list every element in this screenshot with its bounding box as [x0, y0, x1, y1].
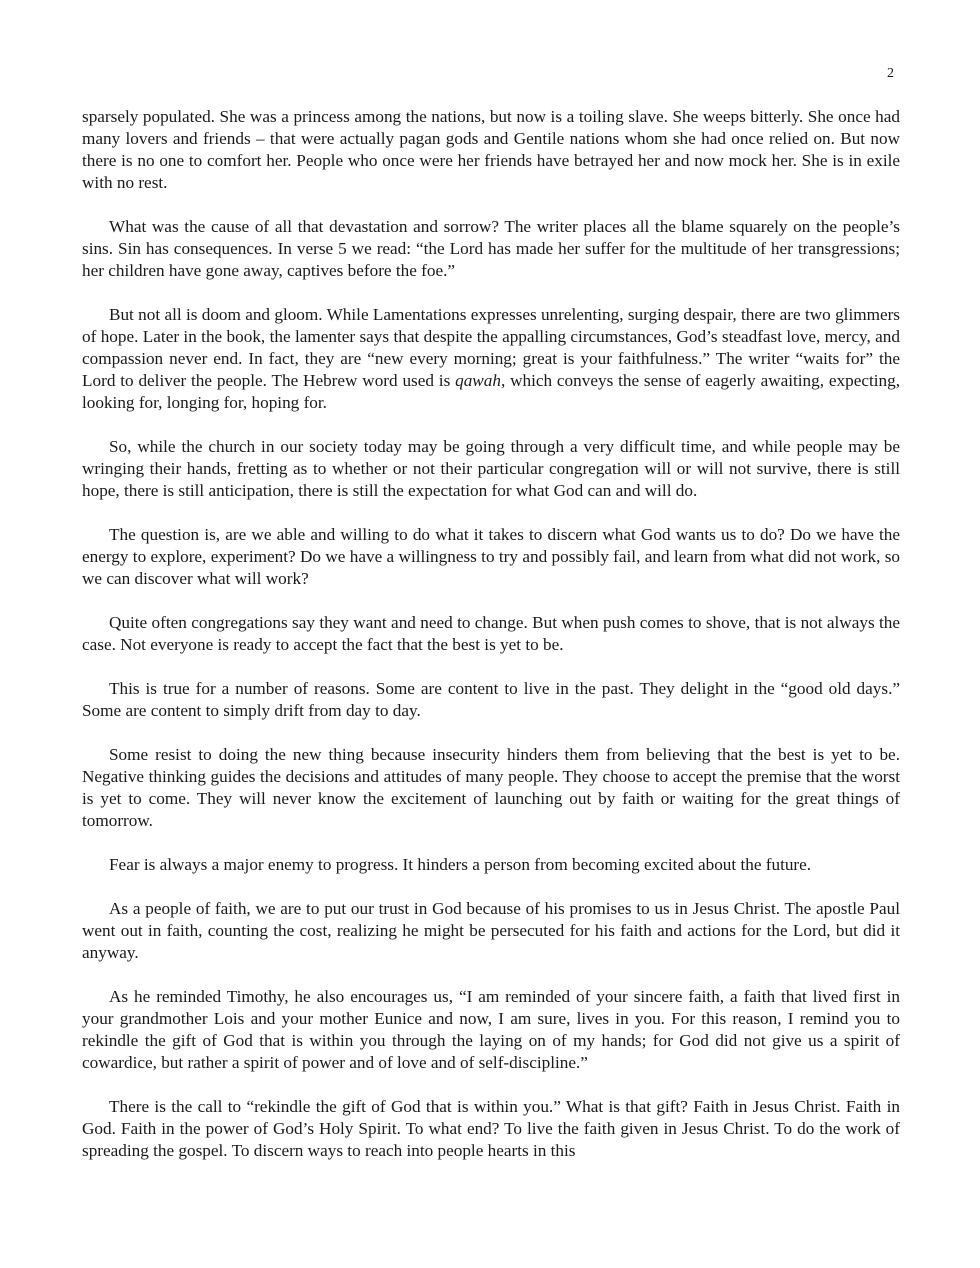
italic-term: qawah — [455, 371, 501, 390]
body-text — [82, 106, 900, 1184]
paragraph: The question is, are we able and willing to do what it takes to discern what God wants us to do? Do we have the energy to explore, experiment? Do we have a willingness to try and possibly fail, and learn from what did not work, so we can discover what will work? — [82, 525, 900, 588]
paragraph: There is the call to “rekindle the gift of God that is within you.” What is that gift? Faith in Jesus Christ. Faith in God. Faith in the power of God’s Holy Spirit. To what end? To live the faith given in Jesus Christ. To do the work of spreading the gospel. To discern ways to reach into people hearts in this — [82, 1097, 900, 1160]
paragraph: Fear is always a major enemy to progress. It hinders a person from becoming excited about the future. — [109, 855, 812, 874]
page-number: 2 — [887, 66, 894, 81]
paragraph: But not all is doom and gloom. While Lamentations expresses unrelenting, surging despair, there are two glimmers of hope. Later in the book, the lamenter says that despite the appalling circumstances, God’s steadfast love, mercy, and compassion never end. In fact, they are “new every morning; great is your faithfulness.” The writer “waits for” the Lord to deliver the people. The Hebrew word used is qawah, which conveys the sense of eagerly awaiting, expecting, looking for, longing for, hoping for. — [82, 305, 900, 412]
paragraph: What was the cause of all that devastation and sorrow? The writer places all the blame squarely on the people’s sins. Sin has consequences. In verse 5 we read: “the Lord has made her suffer for the multitude of her transgressions; her children have gone away, captives before the foe.” — [82, 217, 900, 280]
paragraph: As a people of faith, we are to put our trust in God because of his promises to us in Jesus Christ. The apostle Paul went out in faith, counting the cost, realizing he might be persecuted for his faith and actions for the Lord, but did it anyway. — [82, 899, 900, 962]
paragraph: This is true for a number of reasons. Some are content to live in the past. They delight in the “good old days.” Some are content to simply drift from day to day. — [82, 679, 900, 720]
paragraph: sparsely populated. She was a princess among the nations, but now is a toiling slave. She weeps bitterly. She once had many lovers and friends – that were actually pagan gods and Gentile nations whom she had once relied on. But now there is no one to comfort her. People who once were her friends have betrayed her and now mock her. She is in exile with no rest. — [82, 107, 900, 192]
paragraph: Quite often congregations say they want and need to change. But when push comes to shove, that is not always the case. Not everyone is ready to accept the fact that the best is yet to be. — [82, 613, 900, 654]
paragraph: As he reminded Timothy, he also encourages us, “I am reminded of your sincere faith, a faith that lived first in your grandmother Lois and your mother Eunice and now, I am sure, lives in you. For this reason, I remind you to rekindle the gift of God that is within you through the laying on of my hands; for God did not give us a spirit of cowardice, but rather a spirit of power and of love and of self-discipline.” — [82, 987, 900, 1072]
paragraph: Some resist to doing the new thing because insecurity hinders them from believing that the best is yet to be. Negative thinking guides the decisions and attitudes of many people. They choose to accept the premise that the worst is yet to come. They will never know the excitement of launching out by faith or waiting for the great things of tomorrow. — [82, 745, 900, 830]
paragraph: So, while the church in our society today may be going through a very difficult time, and while people may be wringing their hands, fretting as to whether or not their particular congregation will or will not survive, there is still hope, there is still anticipation, there is still the expectation for what God can and will do. — [82, 437, 900, 500]
